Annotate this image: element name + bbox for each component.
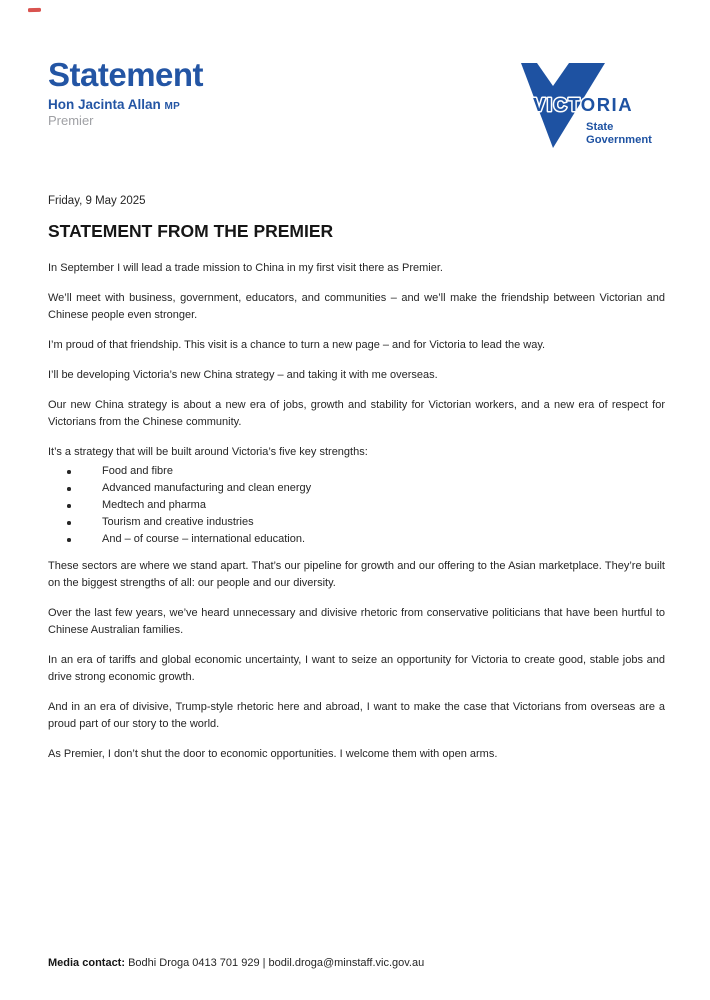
paragraphs-after-list: [48, 558, 665, 763]
body-paragraph: And in an era of divisive, Trump-style rhetoric here and abroad, I want to make the case that Victorians from overseas are a proud part of our story to the world.: [48, 701, 665, 730]
paragraphs-before-list: [48, 260, 665, 461]
body-paragraph: We’ll meet with business, government, educators, and communities – and we’ll make the friendship between Victorian and Chinese people even stronger.: [48, 292, 665, 321]
logo-subtext-state: State: [586, 121, 614, 133]
body-paragraph: I’ll be developing Victoria’s new China strategy – and taking it with me overseas.: [48, 369, 438, 381]
strength-bullet-item: Medtech and pharma: [48, 497, 665, 514]
logo-wordmark: VICTORIA: [533, 94, 634, 115]
body-paragraph: Our new China strategy is about a new era of jobs, growth and stability for Victorian workers, and a new era of respect for Victorians from the Chinese community.: [48, 399, 665, 428]
document-body: [48, 193, 665, 776]
media-contact-label: Media contact:: [48, 957, 126, 969]
body-paragraph: In September I will lead a trade mission to China in my first visit there as Premier.: [48, 262, 443, 274]
strength-bullet-item: Food and fibre: [48, 463, 665, 480]
victoria-state-government-logo: [516, 60, 668, 152]
body-paragraph: Over the last few years, we’ve heard unnecessary and divisive rhetoric from conservative politicians that have been hurtful to Chinese Australian families.: [48, 607, 665, 636]
masthead-title: Statement: [48, 56, 204, 93]
body-paragraph: It’s a strategy that will be built around Victoria’s five key strengths:: [48, 446, 368, 458]
scan-artifact-red-mark: [28, 8, 41, 12]
body-paragraph: I’m proud of that friendship. This visit is a chance to turn a new page – and for Victoria to lead the way.: [48, 339, 546, 351]
media-contact-details: Bodhi Droga 0413 701 929 | bodil.droga@minstaff.vic.gov.au: [128, 957, 425, 969]
strength-bullet-item: Advanced manufacturing and clean energy: [48, 480, 665, 497]
document-date: Friday, 9 May 2025: [48, 195, 146, 207]
body-paragraph: These sectors are where we stand apart. That’s our pipeline for growth and our offering to the Asian marketplace. They’re built on the biggest strengths of all: our people and our diversity.: [48, 560, 665, 589]
strength-bullet-item: Tourism and creative industries: [48, 514, 665, 531]
document-title: STATEMENT FROM THE PREMIER: [48, 221, 334, 241]
author-name-text: Hon Jacinta Allan: [48, 97, 161, 112]
body-paragraph: In an era of tariffs and global economic uncertainty, I want to seize an opportunity for Victoria to create good, stable jobs and drive strong economic growth.: [48, 654, 665, 683]
strength-bullet-item: And – of course – international education.: [48, 531, 665, 548]
key-strengths-list: [48, 463, 665, 548]
author-role: Premier: [48, 113, 94, 128]
body-paragraph: As Premier, I don’t shut the door to economic opportunities. I welcome them with open arms.: [48, 748, 498, 760]
media-contact-line: [48, 956, 424, 971]
logo-subtext-government: Government: [586, 134, 652, 146]
author-name: [48, 98, 180, 114]
author-mp-suffix: MP: [164, 101, 181, 112]
